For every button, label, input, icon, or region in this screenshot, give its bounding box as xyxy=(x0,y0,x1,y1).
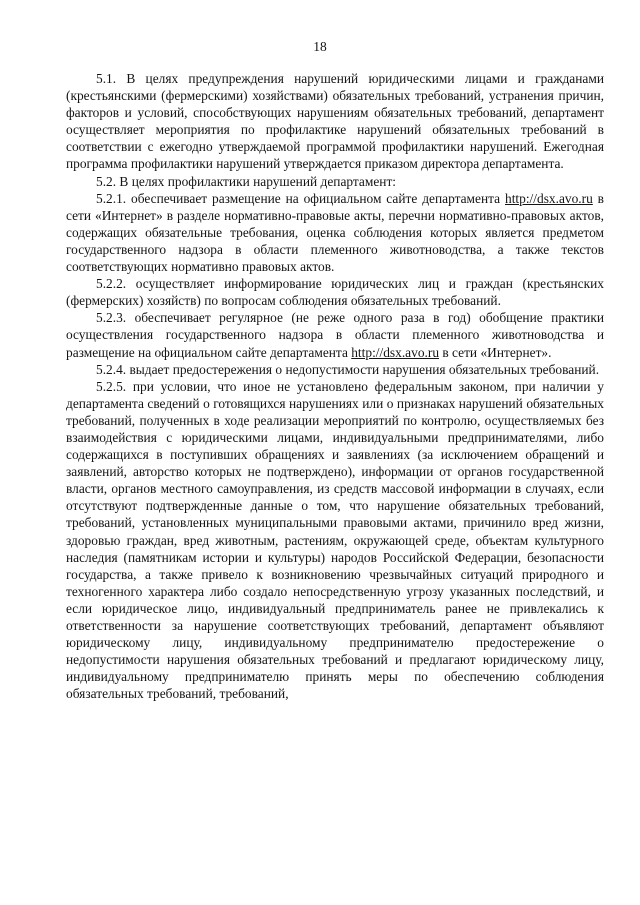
paragraph-5-2-3 xyxy=(66,309,604,360)
paragraph-5-2-3-text-after: в сети «Интернет». xyxy=(439,344,552,360)
paragraph-5-2-5: 5.2.5. при условии, что иное не установлено федеральным законом, при наличии у департамента сведений о готовящихся нарушениях или о признаках нарушений обязательных требований, полученных в ходе реализации мероприятий по контролю, осуществляемых без взаимодействия с юридическими лицами, индивидуальными предпринимателями, либо содержащихся в поступивших обращениях и заявлениях (за исключением обращений и заявлений, авторство которых не подтверждено), информации от органов государственной власти, органов местного самоуправления, из средств массовой информации в случаях, если отсутствуют подтвержденные данные о том, что нарушение обязательных требований, требований, установленных муниципальными правовыми актами, причинило вред жизни, здоровью граждан, вред животным, растениям, окружающей среде, объектам культурного наследия (памятникам истории и культуры) народов Российской Федерации, безопасности государства, а также привело к возникновению чрезвычайных ситуаций природного и техногенного характера либо создало непосредственную угрозу указанных последствий, и если юридическое лицо, индивидуальный предприниматель ранее не привлекались к ответственности за нарушение соответствующих требований, департамент объявляют юридическому лицу, индивидуальному предпринимателю предостережение о недопустимости нарушения обязательных требований и предлагают юридическому лицу, индивидуальному предпринимателю принять меры по обеспечению соблюдения обязательных требований, требований, xyxy=(66,378,604,702)
paragraph-5-2-3-text-before: 5.2.3. обеспечивает регулярное (не реже одного раза в год) обобщение практики осуществления государственного надзора в области племенного животноводства и размещение на официальном сайте департамента xyxy=(66,310,604,360)
department-website-link-2[interactable]: http://dsx.avo.ru xyxy=(351,344,440,360)
paragraph-5-2: 5.2. В целях профилактики нарушений департамент: xyxy=(96,173,397,189)
paragraph-5-1: 5.1. В целях предупреждения нарушений юридическими лицами и гражданами (крестьянскими (фермерскими) хозяйствами) обязательных требований, устранения причин, факторов и условий, способствующих нарушениям обязательных требований, департамент осуществляет мероприятия по профилактике нарушений обязательных требований в соответствии с ежегодно утверждаемой программой профилактики нарушений. Ежегодная программа профилактики нарушений утверждается приказом директора департамента. xyxy=(66,71,604,172)
department-website-link[interactable]: http://dsx.avo.ru xyxy=(505,190,593,206)
paragraph-5-2-1 xyxy=(66,190,604,275)
document-body xyxy=(66,70,604,702)
paragraph-5-2-1-text-before: 5.2.1. обеспечивает размещение на официальном сайте департамента xyxy=(96,190,505,206)
paragraph-5-2-1-text-after: в сети «Интернет» в разделе нормативно-правовые акты, перечни нормативно-правовых актов, содержащих обязательные требования, оценка соблюдения которых является предметом государственного надзора в области племенного животноводства, а также текстов соответствующих нормативно правовых актов. xyxy=(66,190,604,275)
paragraph-5-2-4: 5.2.4. выдает предостережения о недопустимости нарушения обязательных требований. xyxy=(96,361,600,377)
paragraph-5-2-2: 5.2.2. осуществляет информирование юридических лиц и граждан (крестьянских (фермерских) хозяйств) по вопросам соблюдения обязательных требований. xyxy=(66,276,604,309)
page-number: 18 xyxy=(313,39,327,54)
